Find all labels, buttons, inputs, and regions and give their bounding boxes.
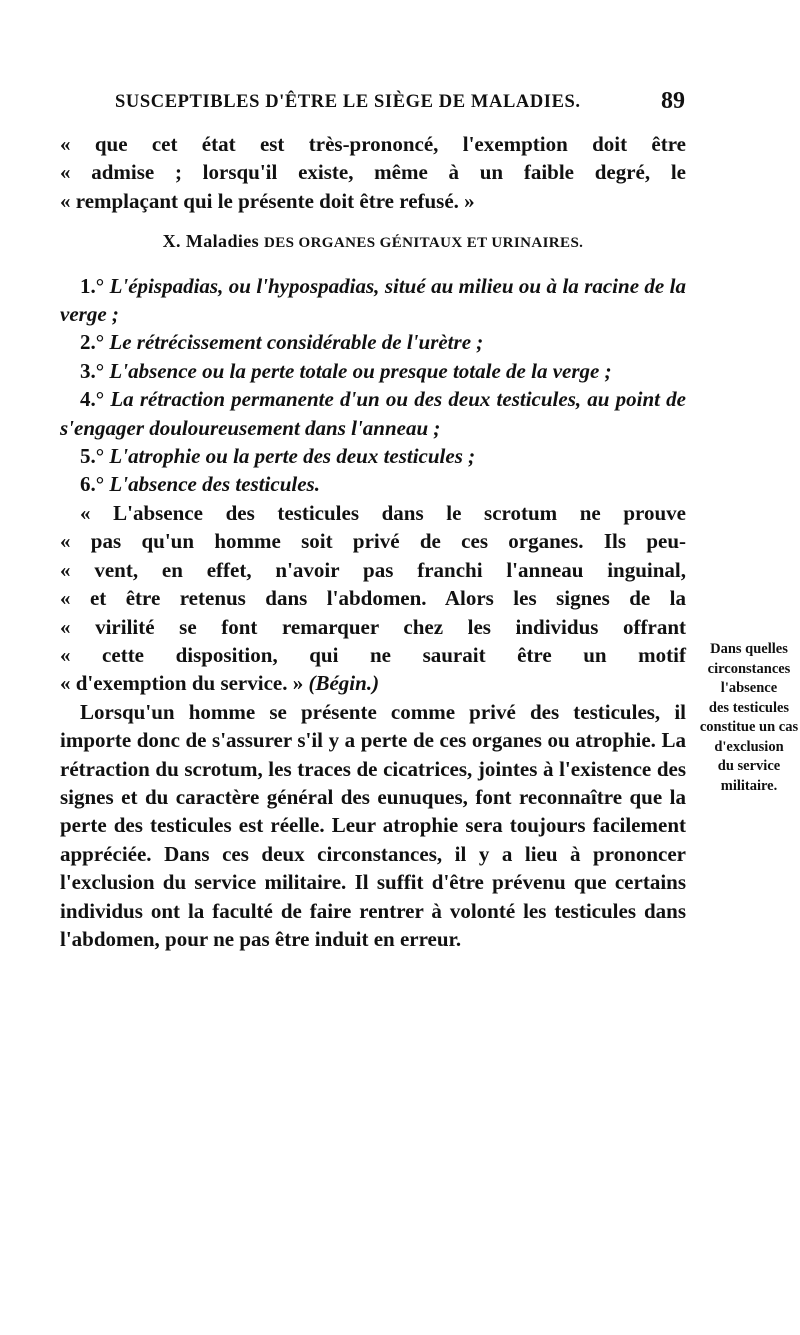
list-item bbox=[60, 357, 686, 385]
margin-note-line: constitue un cas bbox=[699, 719, 799, 735]
item-number: 4.° bbox=[80, 387, 105, 412]
intro-line: « que cet état est très-prononcé, l'exemption doit être bbox=[60, 132, 686, 156]
main-text bbox=[60, 130, 686, 953]
list-item bbox=[60, 470, 686, 498]
quote-line: « d'exemption du service. » bbox=[60, 671, 304, 696]
list-item bbox=[60, 385, 686, 442]
item-number: 1.° bbox=[80, 273, 105, 298]
item-number: 3.° bbox=[80, 358, 105, 383]
intro-line: « remplaçant qui le présente doit être refusé. » bbox=[60, 188, 475, 213]
list-item bbox=[60, 328, 686, 356]
margin-note-line: militaire. bbox=[720, 777, 778, 794]
margin-note bbox=[694, 640, 800, 796]
quote-line: « virilité se font remarquer chez les individus offrant bbox=[60, 614, 686, 639]
section-heading bbox=[60, 227, 686, 257]
section-heading-rest: DES ORGANES GÉNITAUX ET URINAIRES. bbox=[263, 235, 584, 252]
quote-line: « vent, en effet, n'avoir pas franchi l'anneau inguinal, bbox=[60, 557, 686, 582]
list-item bbox=[60, 272, 686, 329]
intro-line: « admise ; lorsqu'il existe, même à un faible degré, le bbox=[60, 160, 686, 185]
quote-end-line bbox=[60, 669, 686, 697]
quote-line: « L'absence des testicules dans le scrotum ne prouve bbox=[80, 500, 686, 525]
item-number: 2.° bbox=[80, 330, 105, 355]
citation: (Bégin.) bbox=[308, 671, 380, 696]
item-text: L'absence ou la perte totale ou presque totale de la verge ; bbox=[109, 358, 612, 383]
item-text: Le rétrécissement considérable de l'urètre ; bbox=[109, 330, 484, 355]
item-number: 6.° bbox=[80, 472, 105, 497]
item-text: L'absence des testicules. bbox=[109, 472, 320, 497]
margin-note-line: des testicules bbox=[708, 699, 790, 716]
item-text: L'atrophie ou la perte des deux testicules ; bbox=[109, 444, 476, 469]
item-text: La rétraction permanente d'un ou des deux testicules, au point de s'engager douloureusement dans l'anneau ; bbox=[60, 387, 686, 440]
body-paragraph: Lorsqu'un homme se présente comme privé des testicules, il importe donc de s'assurer s'il y a perte de ces organes ou atrophie. La rétraction du scrotum, les traces de cicatrices, jointes à l'existence des signes et du caractère général des eunuques, font reconnaître que la perte des testicules est réelle. Leur atrophie sera toujours facilement appréciée. Dans ces deux circonstances, il y a lieu à prononcer l'exclusion du service militaire. Il suffit d'être prévenu que certains individus ont la faculté de faire rentrer à volonté les testicules dans l'abdomen, pour ne pas être induit en erreur. bbox=[60, 699, 686, 951]
margin-note-line: d'exclusion bbox=[714, 738, 784, 755]
quote-line: « cette disposition, qui ne saurait être un motif bbox=[60, 642, 686, 667]
page-number: 89 bbox=[661, 88, 685, 114]
section-heading-first: Maladies bbox=[185, 231, 260, 252]
running-head: SUSCEPTIBLES D'ÊTRE LE SIÈGE DE MALADIES. bbox=[115, 92, 581, 112]
margin-note-line: circonstances bbox=[707, 660, 791, 677]
list-item bbox=[60, 442, 686, 470]
margin-note-line: l'absence bbox=[720, 680, 778, 696]
section-heading-num: X. bbox=[162, 231, 181, 252]
margin-note-line: du service bbox=[717, 758, 781, 774]
item-number: 5.° bbox=[80, 444, 105, 469]
item-text: L'épispadias, ou l'hypospadias, situé au milieu ou à la racine de la verge ; bbox=[60, 273, 686, 327]
margin-note-line: Dans quelles bbox=[710, 641, 788, 657]
quote-line: « pas qu'un homme soit privé de ces organes. Ils peu- bbox=[60, 529, 686, 554]
quote-line: « et être retenus dans l'abdomen. Alors les signes de la bbox=[60, 586, 686, 611]
